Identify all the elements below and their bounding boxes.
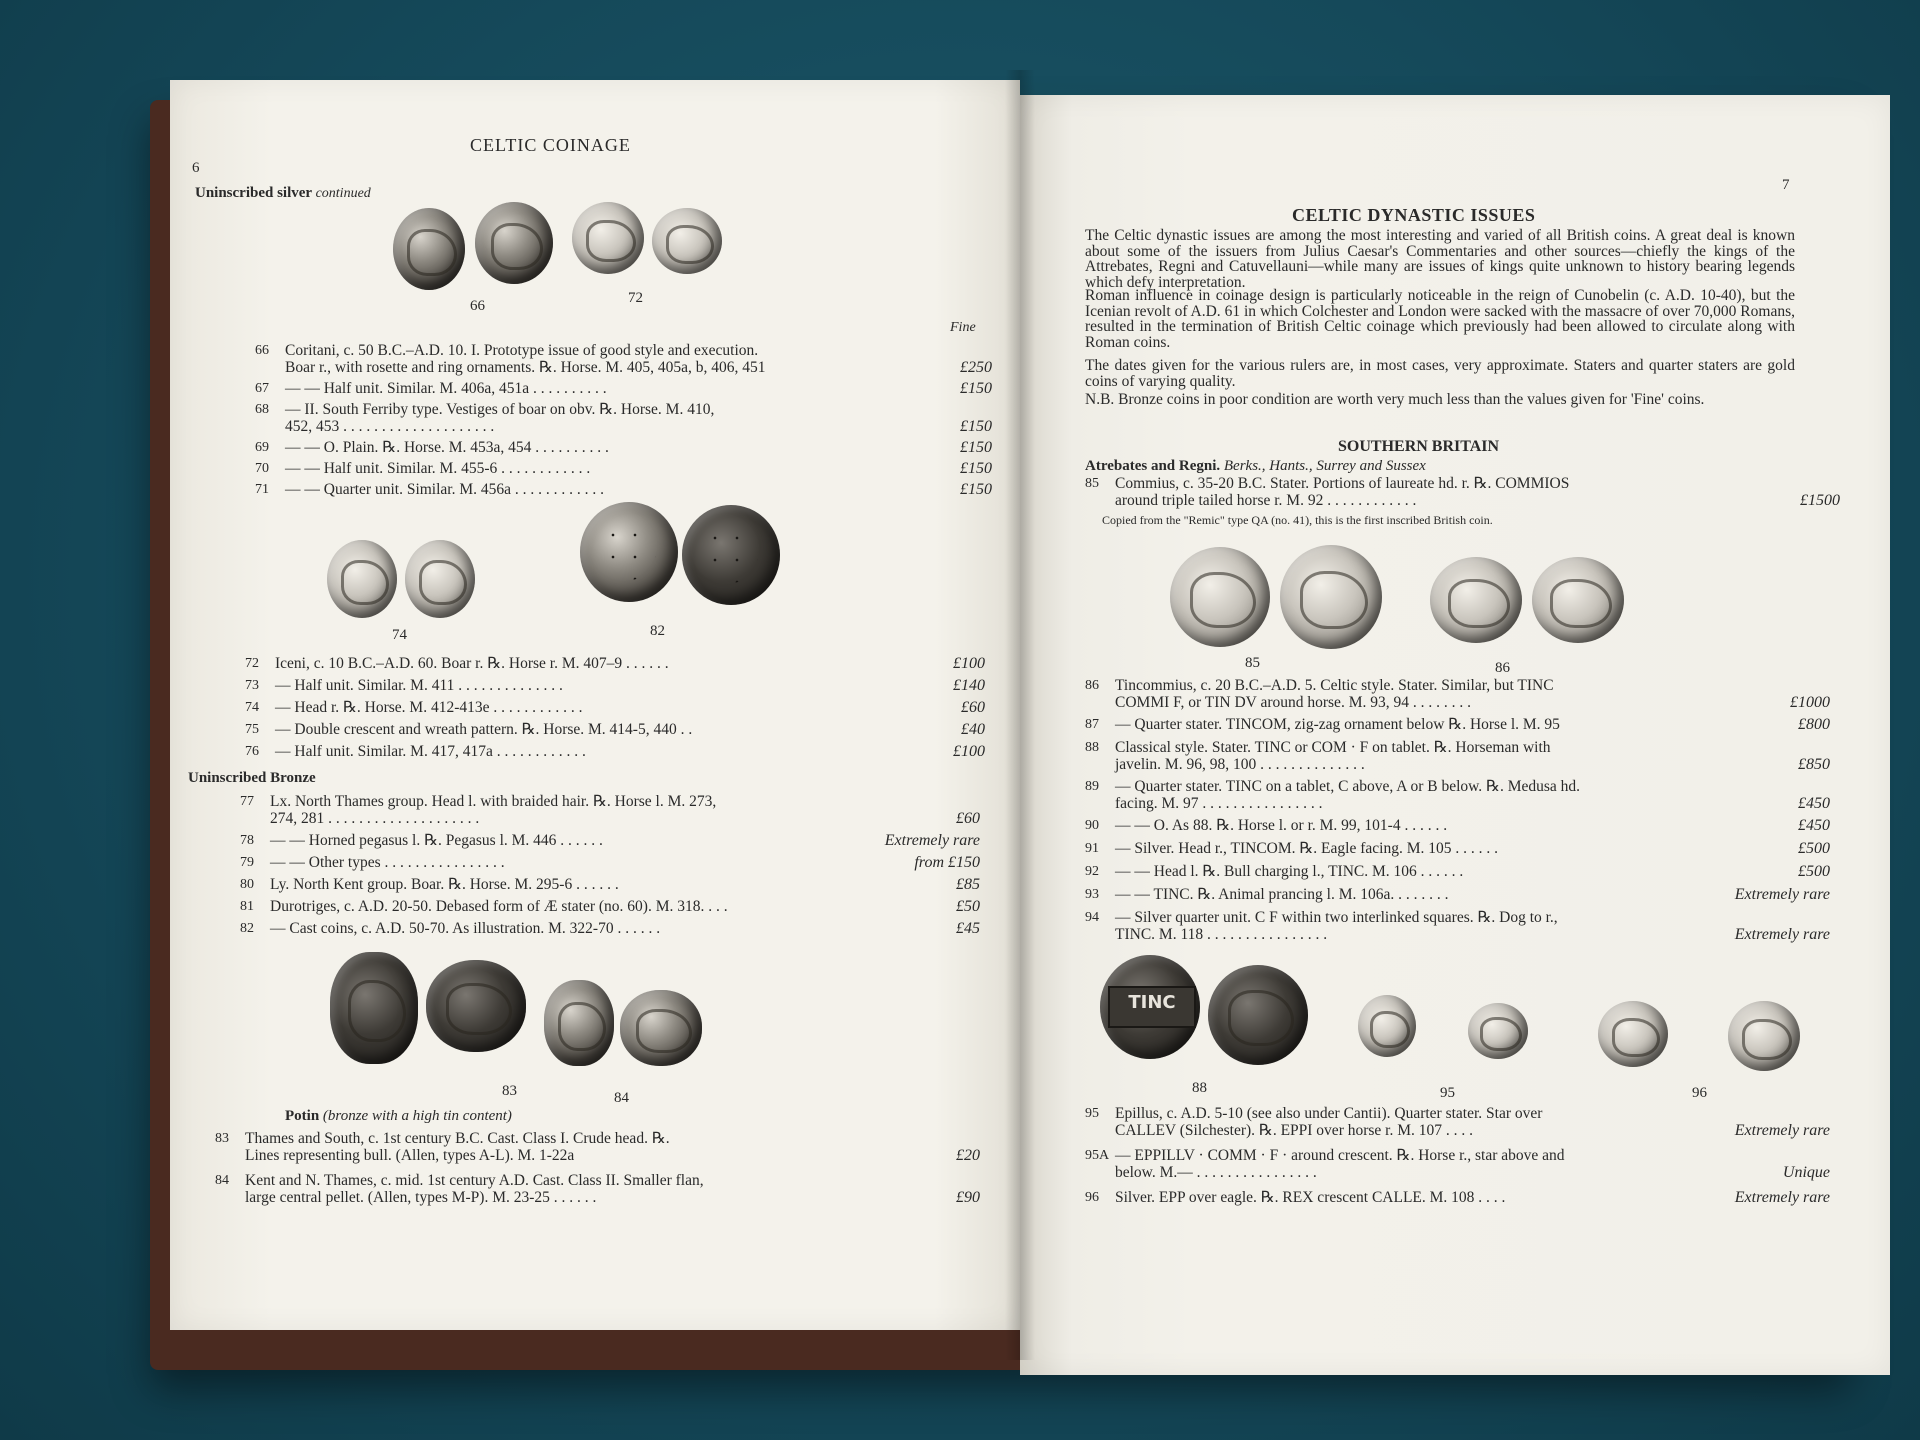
entry-price: £90 (956, 1189, 980, 1206)
section-heading: Uninscribed silver continued (195, 185, 371, 201)
catalogue-entry (245, 743, 586, 760)
entry-price: £50 (956, 898, 980, 915)
caption-72: 72 (628, 290, 643, 306)
entry-number: 91 (1085, 841, 1099, 856)
catalogue-entry (245, 677, 563, 694)
catalogue-entry (1085, 909, 1558, 943)
entry-price: £150 (960, 418, 992, 435)
intro-paragraph: The dates given for the various rulers are, in most cases, very approximate. Staters and quarter staters are gold coins of varying quality. (1085, 357, 1795, 390)
caption-82: 82 (650, 623, 665, 639)
intro-paragraph: Roman influence in coinage design is particularly noticeable in the reign of Cunobelin (c. A.D. 10-40), but the Icenian revolt of A.D. 61 in which Colchester and London were sacked with the massacre of over 70,000 Romans, resulted in the termination of British Celtic coinage which previously had been allowed to circulate along with Roman coins. (1085, 287, 1795, 351)
entry-price: £45 (956, 920, 980, 937)
entry-number: 68 (255, 402, 269, 417)
entry-number: 81 (240, 899, 254, 914)
entry-price: £150 (960, 460, 992, 477)
entry-description: — — Other types . . . . . . . . . . . . . . . . (270, 854, 505, 871)
coin-82-reverse (682, 505, 780, 605)
coin-66-reverse (475, 202, 553, 284)
entry-number: 70 (255, 461, 269, 476)
entry-number: 87 (1085, 717, 1099, 732)
entry-price: £800 (1798, 716, 1830, 733)
entry-description-cont: javelin. M. 96, 98, 100 . . . . . . . . . . . . . . (1115, 756, 1365, 773)
catalogue-entry (1085, 1147, 1565, 1181)
entry-description-cont: TINC. M. 118 . . . . . . . . . . . . . . . . (1115, 926, 1328, 943)
entry-number: 66 (255, 343, 269, 358)
book-spine (1005, 70, 1035, 1360)
entry-number: 67 (255, 381, 269, 396)
entry-description: — Quarter stater. TINCOM, zig-zag ornament below ℞. Horse l. M. 95 (1115, 716, 1560, 733)
catalogue-entry (255, 481, 605, 498)
entry-price: £500 (1798, 863, 1830, 880)
entry-price: Extremely rare (1734, 886, 1830, 903)
entry-number: 76 (245, 744, 259, 759)
entry-description-cont: Boar r., with rosette and ring ornaments. ℞. Horse. M. 405, 405a, b, 406, 451 (285, 359, 766, 376)
coin-72-obverse (572, 202, 644, 274)
entry-description: — — Horned pegasus l. ℞. Pegasus l. M. 446 . . . . . . (270, 832, 603, 849)
coin-85-reverse (1280, 545, 1382, 649)
coin-88-reverse (1208, 965, 1308, 1065)
entry-description: around triple tailed horse r. M. 92 . . . . . . . . . . . . (1115, 492, 1417, 509)
intro-paragraph: The Celtic dynastic issues are among the most interesting and varied of all British coins. A great deal is known about some of the issuers from Julius Caesar's Commentaries and other sources—chiefly the kings of the Attrebates, Regni and Catuvellauni—while many are issues of kings quite unknown to history bearing legends which defy interpretation. (1085, 227, 1795, 291)
entry-description: — Half unit. Similar. M. 411 . . . . . . . . . . . . . . (275, 677, 563, 694)
entry-description: — Double crescent and wreath pattern. ℞. Horse. M. 414-5, 440 . . (275, 721, 693, 738)
entry-description: Ly. North Kent group. Boar. ℞. Horse. M. 295-6 . . . . . . (270, 876, 619, 893)
catalogue-entry (1085, 1189, 1506, 1206)
entry-description-cont: 452, 453 . . . . . . . . . . . . . . . . . . . . (285, 418, 495, 435)
entry-description: Tincommius, c. 20 B.C.–A.D. 5. Celtic style. Stater. Similar, but TINC (1115, 677, 1554, 694)
entry-number: 96 (1085, 1190, 1099, 1205)
entry-description: — Silver quarter unit. C F within two interlinked squares. ℞. Dog to r., (1115, 909, 1558, 926)
catalogue-entry (240, 832, 603, 849)
catalogue-entry (215, 1130, 670, 1164)
entry-description: — — Half unit. Similar. M. 455-6 . . . . . . . . . . . . (285, 460, 591, 477)
entry-description: Commius, c. 35-20 B.C. Stater. Portions of laureate hd. r. ℞. COMMIOS (1115, 475, 1570, 492)
entry-description: — Head r. ℞. Horse. M. 412-413e . . . . . . . . . . . . (275, 699, 583, 716)
entry-description-cont: large central pellet. (Allen, types M-P). M. 23-25 . . . . . . (245, 1189, 597, 1206)
entry-description: Durotriges, c. A.D. 20-50. Debased form of Æ stater (no. 60). M. 318. . . . (270, 898, 728, 915)
catalogue-entry (1085, 817, 1448, 834)
entry-description-cont: 274, 281 . . . . . . . . . . . . . . . . . . . . (270, 810, 480, 827)
entry-number: 72 (245, 656, 259, 671)
catalogue-entry (1085, 840, 1498, 857)
entry-description: — Quarter stater. TINC on a tablet, C above, A or B below. ℞. Medusa hd. (1115, 778, 1581, 795)
catalogue-entry (1085, 716, 1560, 733)
entry-price: Extremely rare (1734, 926, 1830, 943)
caption-86: 86 (1495, 660, 1510, 676)
entry-price: £150 (960, 380, 992, 397)
catalogue-entry (245, 699, 583, 716)
entry-number: 74 (245, 700, 259, 715)
entry-price: £250 (960, 359, 992, 376)
entry-85 (1085, 475, 1570, 509)
entry-number: 73 (245, 678, 259, 693)
entry-price: £20 (956, 1147, 980, 1164)
subtitle: SOUTHERN BRITAIN (1338, 438, 1500, 455)
entry-description: Silver. EPP over eagle. ℞. REX crescent CALLE. M. 108 . . . . (1115, 1189, 1506, 1206)
catalogue-entry (240, 920, 661, 937)
entry-number: 69 (255, 440, 269, 455)
entry-price: £40 (961, 721, 985, 738)
entry-price: £1500 (1800, 492, 1840, 509)
entry-price: Extremely rare (884, 832, 980, 849)
entry-price: £850 (1798, 756, 1830, 773)
entry-number: 95A (1085, 1148, 1110, 1163)
entry-number: 95 (1085, 1106, 1099, 1121)
entry-description: — — Quarter unit. Similar. M. 456a . . . . . . . . . . . . (285, 481, 605, 498)
potin-heading: Potin (bronze with a high tin content) (285, 1108, 512, 1124)
entry-description: — — TINC. ℞. Animal prancing l. M. 106a. . . . . . . . (1115, 886, 1449, 903)
catalogue-entry (245, 655, 669, 672)
entry-description: — Silver. Head r., TINCOM. ℞. Eagle facing. M. 105 . . . . . . (1115, 840, 1498, 857)
entry-price: £100 (953, 743, 985, 760)
entry-price: Unique (1782, 1164, 1830, 1181)
entry-price: £60 (956, 810, 980, 827)
entry-description: — EPPILLV · COMM · F · around crescent. ℞. Horse r., star above and (1115, 1147, 1565, 1164)
bronze-heading: Uninscribed Bronze (188, 770, 316, 786)
entry-number: 85 (1085, 476, 1099, 491)
coin-96-obverse (1598, 1001, 1668, 1067)
entry-description: — Half unit. Similar. M. 417, 417a . . . . . . . . . . . . (275, 743, 586, 760)
entry-description-cont: facing. M. 97 . . . . . . . . . . . . . . . . (1115, 795, 1323, 812)
catalogue-entry (240, 854, 505, 871)
entry-description: Thames and South, c. 1st century B.C. Cast. Class I. Crude head. ℞. (245, 1130, 670, 1147)
entry-price: £150 (960, 439, 992, 456)
entry-number: 71 (255, 482, 269, 497)
entry-description: — — O. As 88. ℞. Horse l. or r. M. 99, 101-4 . . . . . . (1115, 817, 1448, 834)
caption-95: 95 (1440, 1085, 1455, 1101)
entry-price: £100 (953, 655, 985, 672)
catalogue-entry (1085, 778, 1581, 812)
entry-number: 77 (240, 794, 254, 809)
entry-price: Extremely rare (1734, 1189, 1830, 1206)
entry-number: 92 (1085, 864, 1099, 879)
catalogue-entry (1085, 677, 1554, 711)
coin-84-reverse (620, 990, 702, 1066)
entry-description-cont: Lines representing bull. (Allen, types A-L). M. 1-22a (245, 1147, 575, 1164)
entry-number: 94 (1085, 910, 1099, 925)
catalogue-entry (1085, 1105, 1543, 1139)
entry-number: 93 (1085, 887, 1099, 902)
chapter-title: CELTIC DYNASTIC ISSUES (1292, 205, 1536, 225)
entry-description: — Cast coins, c. A.D. 50-70. As illustration. M. 322-70 . . . . . . (270, 920, 661, 937)
caption-88: 88 (1192, 1080, 1207, 1096)
entry-description: Lx. North Thames group. Head l. with braided hair. ℞. Horse l. M. 273, (270, 793, 717, 810)
entry-number: 90 (1085, 818, 1099, 833)
entry-description: — — O. Plain. ℞. Horse. M. 453a, 454 . . . . . . . . . . (285, 439, 609, 456)
catalogue-entry (255, 401, 715, 435)
catalogue-entry (1085, 739, 1551, 773)
caption-83: 83 (502, 1083, 517, 1099)
running-head: CELTIC COINAGE (470, 135, 631, 155)
coin-66-obverse (393, 208, 465, 290)
catalogue-entry (240, 793, 717, 827)
coin-72-reverse (652, 208, 722, 274)
coin-85-obverse (1170, 547, 1270, 647)
entry-number: 83 (215, 1131, 229, 1146)
entry-price: £500 (1798, 840, 1830, 857)
entry-number: 88 (1085, 740, 1099, 755)
catalogue-entry (255, 439, 609, 456)
entry-price: £85 (956, 876, 980, 893)
catalogue-entry (215, 1172, 704, 1206)
coin-84-obverse (544, 980, 614, 1066)
caption-84: 84 (614, 1090, 629, 1106)
region-heading: Atrebates and Regni. Berks., Hants., Surrey and Sussex (1085, 458, 1426, 474)
entry-number: 86 (1085, 678, 1099, 693)
catalogue-entry (1085, 863, 1464, 880)
catalogue-entry (255, 380, 607, 397)
entry-description-cont: below. M.— . . . . . . . . . . . . . . . . (1115, 1164, 1317, 1181)
catalogue-entry (255, 342, 766, 376)
entry-description: Classical style. Stater. TINC or COM · F on tablet. ℞. Horseman with (1115, 739, 1551, 756)
coin-74-reverse (405, 540, 475, 618)
coin-86-obverse (1430, 557, 1522, 643)
fine-label: Fine (950, 320, 976, 335)
catalogue-entry (240, 898, 728, 915)
coin-86-reverse (1532, 557, 1624, 643)
entry-description: Iceni, c. 10 B.C.–A.D. 60. Boar r. ℞. Horse r. M. 407–9 . . . . . . (275, 655, 669, 672)
entry-price: £450 (1798, 795, 1830, 812)
page-number: 6 (192, 160, 200, 176)
coin-95-obverse (1358, 995, 1416, 1057)
intro-paragraph: N.B. Bronze coins in poor condition are worth very much less than the values given for 'Fine' coins. (1085, 391, 1705, 408)
entry-price: £450 (1798, 817, 1830, 834)
catalogue-entry (240, 876, 619, 893)
left-page (170, 80, 1020, 1330)
catalogue-entry (255, 460, 591, 477)
entry-number: 82 (240, 921, 254, 936)
entry-price: £1000 (1790, 694, 1830, 711)
entry-description-cont: CALLEV (Silchester). ℞. EPPI over horse r. M. 107 . . . . (1115, 1122, 1474, 1139)
caption-66: 66 (470, 298, 485, 314)
coin-74-obverse (327, 540, 397, 618)
entry-description: — — Head l. ℞. Bull charging l., TINC. M. 106 . . . . . . (1115, 863, 1464, 880)
entry-number: 78 (240, 833, 254, 848)
coin-82-obverse (580, 502, 678, 602)
entry-number: 79 (240, 855, 254, 870)
catalogue-entry (1085, 886, 1449, 903)
caption-96: 96 (1692, 1085, 1707, 1101)
note-85: Copied from the "Remic" type QA (no. 41), this is the first inscribed British coin. (1102, 513, 1493, 527)
caption-74: 74 (392, 627, 407, 643)
entry-price: Extremely rare (1734, 1122, 1830, 1139)
entry-description: — — Half unit. Similar. M. 406a, 451a . . . . . . . . . . (285, 380, 607, 397)
coin-83-reverse (426, 960, 526, 1052)
entry-description: Kent and N. Thames, c. mid. 1st century A.D. Cast. Class II. Smaller flan, (245, 1172, 704, 1189)
entry-price: £60 (961, 699, 985, 716)
entry-price: from £150 (914, 854, 980, 871)
entry-description: Coritani, c. 50 B.C.–A.D. 10. I. Prototype issue of good style and execution. (285, 342, 759, 359)
entry-number: 89 (1085, 779, 1099, 794)
entry-price: £140 (953, 677, 985, 694)
right-page (1020, 95, 1890, 1375)
coin-88-obverse: TINC (1100, 955, 1200, 1059)
entry-description-cont: COMMI F, or TIN DV around horse. M. 93, 94 . . . . . . . . (1115, 694, 1471, 711)
caption-85: 85 (1245, 655, 1260, 671)
page-number: 7 (1782, 177, 1790, 193)
entry-description: — II. South Ferriby type. Vestiges of boar on obv. ℞. Horse. M. 410, (285, 401, 715, 418)
entry-number: 84 (215, 1173, 229, 1188)
entry-price: £150 (960, 481, 992, 498)
entry-number: 80 (240, 877, 254, 892)
catalogue-entry (245, 721, 693, 738)
entry-description: Epillus, c. A.D. 5-10 (see also under Cantii). Quarter stater. Star over (1115, 1105, 1543, 1122)
coin-95-reverse (1468, 1003, 1528, 1059)
coin-96-reverse (1728, 1001, 1800, 1071)
coin-83-obverse (330, 952, 418, 1064)
entry-number: 75 (245, 722, 259, 737)
